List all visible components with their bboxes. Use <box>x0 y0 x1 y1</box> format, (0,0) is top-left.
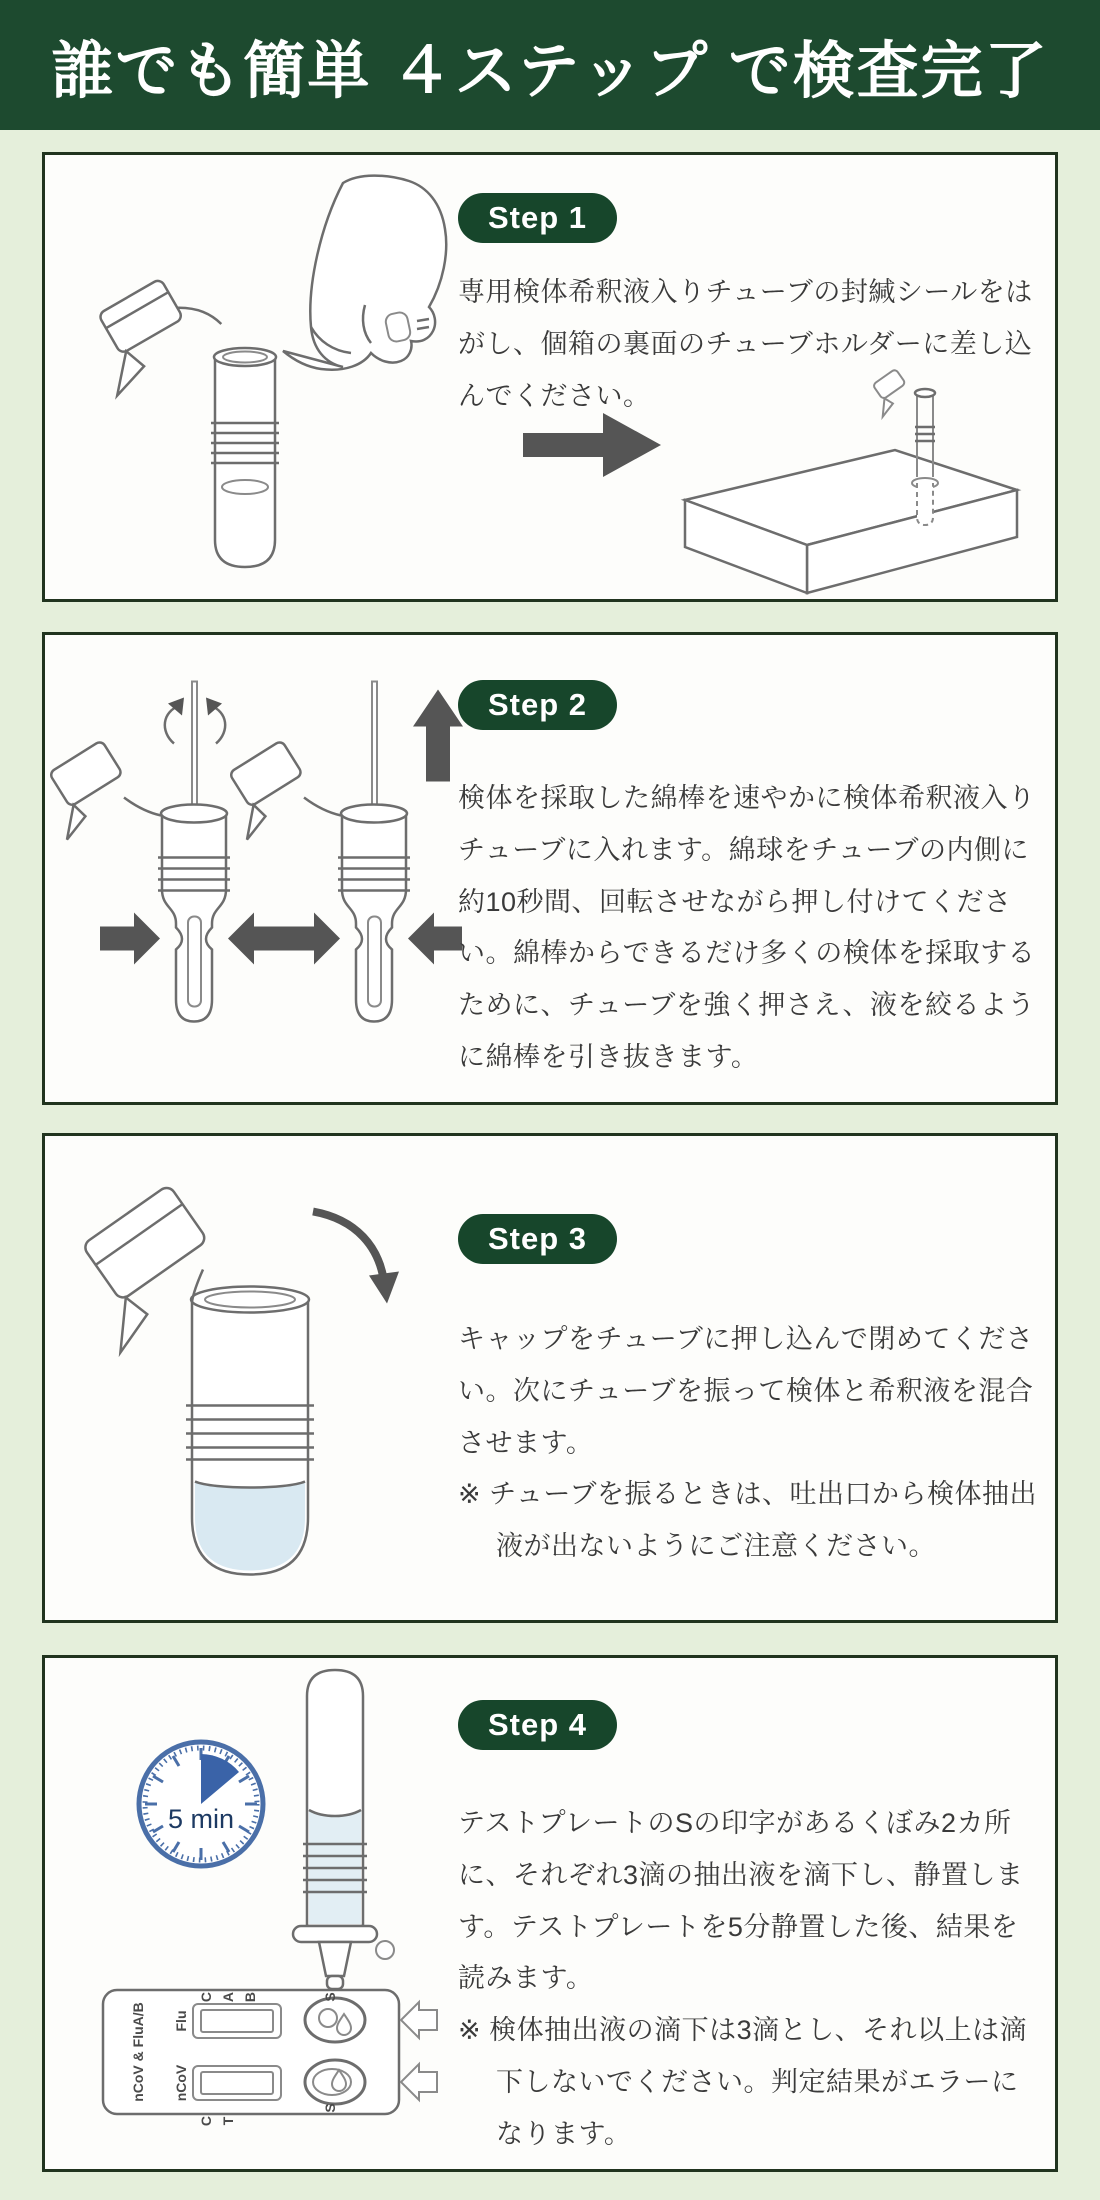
line-letter-a: A <box>220 1991 236 2003</box>
tube-with-swab-rotate <box>45 682 288 1022</box>
step-body: テストプレートのSの印字があるくぼみ2カ所に、それぞれ3滴の抽出液を滴下し、静置します。テストプレートを5分静置した後、結果を読みます。 <box>458 1808 1024 1994</box>
test-plate-icon <box>103 1990 437 2126</box>
header-banner <box>0 0 1100 130</box>
curved-arrow-icon <box>313 1212 399 1304</box>
arrow-right-icon <box>523 413 661 477</box>
swab-tip <box>368 917 381 1007</box>
step-card-3 <box>42 1133 1058 1623</box>
line-letter-t: T <box>220 2116 236 2126</box>
line-letter-c: C <box>198 1991 214 2003</box>
step-badge: Step 1 <box>458 193 617 243</box>
tube-cap-icon <box>212 740 317 839</box>
step-body: キャップをチューブに押し込んで閉めてください。次にチューブを振って検体と希釈液を混合させます。 <box>458 1324 1034 1458</box>
tube-cap-icon <box>45 740 137 839</box>
well-s-label-top: S <box>322 1992 338 2002</box>
plate-title: nCoV & FluA/B <box>130 2002 146 2102</box>
step-body-text: 検体を採取した綿棒を速やかに検体希釈液入りチューブに入れます。綿球をチューブの内側に約10秒間、回転させながら押し付けてください。綿棒からできるだけ多くの検体を採取するために、チューブを強く押さえ、液を絞るように綿棒を引き抜きます。 <box>458 783 1036 1073</box>
step-note: ※ 検体抽出液の滴下は3滴とし、それ以上は滴下しないでください。判定結果がエラーになります。 <box>458 2015 1028 2149</box>
arrow-up-icon <box>413 690 463 782</box>
step-card-4 <box>42 1655 1058 2172</box>
page-title: 誰でも簡単 ４ステップ で検査完了 <box>51 36 1049 106</box>
step-body-text <box>458 1798 1040 2161</box>
ncov-label: nCoV <box>173 2064 189 2102</box>
step-badge: Step 3 <box>458 1214 617 1264</box>
sample-tube-icon <box>211 348 279 567</box>
step-card-2 <box>42 632 1058 1105</box>
step-note: ※ チューブを振るときは、吐出口から検体抽出液が出ないようにご注意ください。 <box>458 1479 1037 1562</box>
timer-label: 5 min <box>167 1804 235 1834</box>
step-badge: Step 2 <box>458 680 617 730</box>
timer-clock-icon <box>139 1742 263 1866</box>
well-pointer-arrow-bottom <box>401 2064 437 2100</box>
well-pointer-arrow-top <box>401 2002 437 2038</box>
hand-icon <box>283 176 446 370</box>
line-letter-c2: C <box>198 2115 214 2127</box>
step-body-text <box>458 1314 1040 1573</box>
sample-tube-icon <box>186 1287 314 1575</box>
swab-tip <box>188 917 201 1007</box>
step-badge: Step 4 <box>458 1700 617 1750</box>
flu-label: Flu <box>173 2010 189 2032</box>
step-body-text: 専用検体希釈液入りチューブの封緘シールをはがし、個箱の裏面のチューブホルダーに差し込んでください。 <box>458 277 1033 411</box>
dropper-tube-icon <box>293 1670 394 2017</box>
tube-with-swab-pullout <box>212 682 463 1022</box>
liquid <box>195 1482 305 1571</box>
well-s-label-bottom: S <box>322 2103 338 2113</box>
tube-cap-icon <box>77 263 226 395</box>
line-letter-b: B <box>242 1991 258 2003</box>
step-card-1 <box>42 152 1058 602</box>
